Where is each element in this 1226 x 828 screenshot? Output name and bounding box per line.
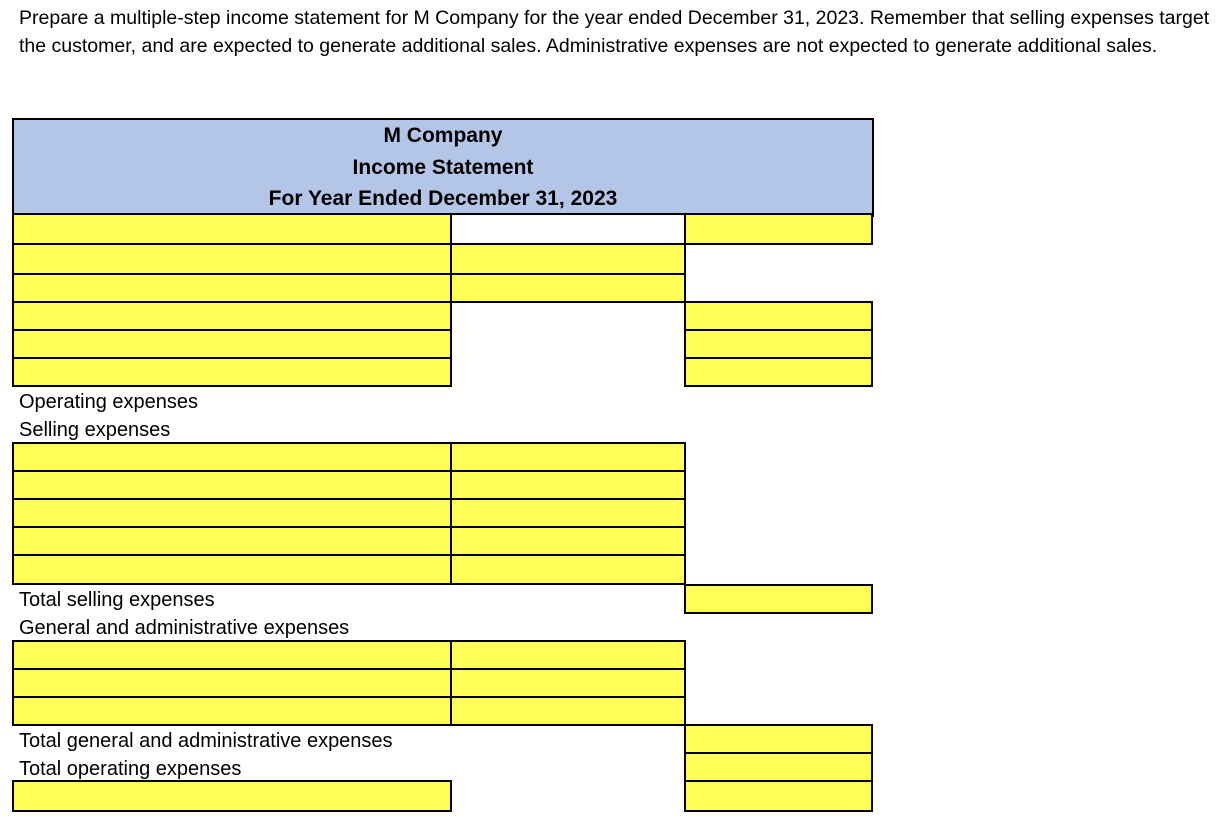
selling-expense-label-input[interactable] [12, 442, 452, 472]
general-admin-expenses-label: General and administrative expenses [19, 617, 350, 639]
selling-expense-amount-input[interactable] [450, 526, 686, 556]
total-operating-expenses-input[interactable] [684, 752, 873, 782]
amount-input-middle[interactable] [450, 213, 686, 245]
account-label-input[interactable] [12, 243, 452, 275]
account-label-input[interactable] [12, 301, 452, 331]
statement-title: Income Statement [352, 155, 534, 179]
account-label-input[interactable] [12, 273, 452, 303]
selling-expense-label-input[interactable] [12, 554, 452, 585]
amount-input-right[interactable] [684, 357, 873, 387]
total-selling-expenses-input[interactable] [684, 584, 873, 614]
amount-input-middle[interactable] [450, 273, 686, 303]
total-general-admin-expenses-label: Total general and administrative expenses [19, 730, 393, 752]
selling-expenses-label: Selling expenses [19, 419, 171, 441]
admin-expense-amount-input[interactable] [450, 668, 686, 698]
admin-expense-amount-input[interactable] [450, 640, 686, 670]
admin-expense-label-input[interactable] [12, 640, 452, 670]
total-general-admin-expenses-input[interactable] [684, 724, 873, 754]
selling-expense-amount-input[interactable] [450, 470, 686, 500]
total-selling-expenses-label: Total selling expenses [19, 589, 215, 611]
selling-expense-amount-input[interactable] [450, 442, 686, 472]
selling-expense-amount-input[interactable] [450, 498, 686, 528]
company-name: M Company [383, 124, 503, 148]
selling-expense-label-input[interactable] [12, 470, 452, 500]
admin-expense-amount-input[interactable] [450, 696, 686, 726]
statement-header [12, 118, 874, 217]
amount-input-right[interactable] [684, 301, 873, 331]
account-label-input[interactable] [12, 357, 452, 387]
operating-expenses-label: Operating expenses [19, 391, 199, 413]
account-label-input[interactable] [12, 329, 452, 359]
selling-expense-label-input[interactable] [12, 526, 452, 556]
amount-input-right[interactable] [684, 780, 873, 812]
selling-expense-label-input[interactable] [12, 498, 452, 528]
account-label-input[interactable] [12, 780, 452, 812]
account-label-input[interactable] [12, 213, 452, 245]
instructions-text: Prepare a multiple-step income statement for M Company for the year ended December 31, 2023. Remember that selling expenses target the customer, and are expected to generate additional sales. Administrative expenses are not expected to generate additional sales. [19, 7, 1210, 57]
statement-period: For Year Ended December 31, 2023 [268, 187, 618, 211]
admin-expense-label-input[interactable] [12, 696, 452, 726]
amount-input-right[interactable] [684, 213, 873, 245]
total-operating-expenses-label: Total operating expenses [19, 758, 242, 780]
selling-expense-amount-input[interactable] [450, 554, 686, 585]
amount-input-right[interactable] [684, 329, 873, 359]
admin-expense-label-input[interactable] [12, 668, 452, 698]
amount-input-middle[interactable] [450, 243, 686, 275]
